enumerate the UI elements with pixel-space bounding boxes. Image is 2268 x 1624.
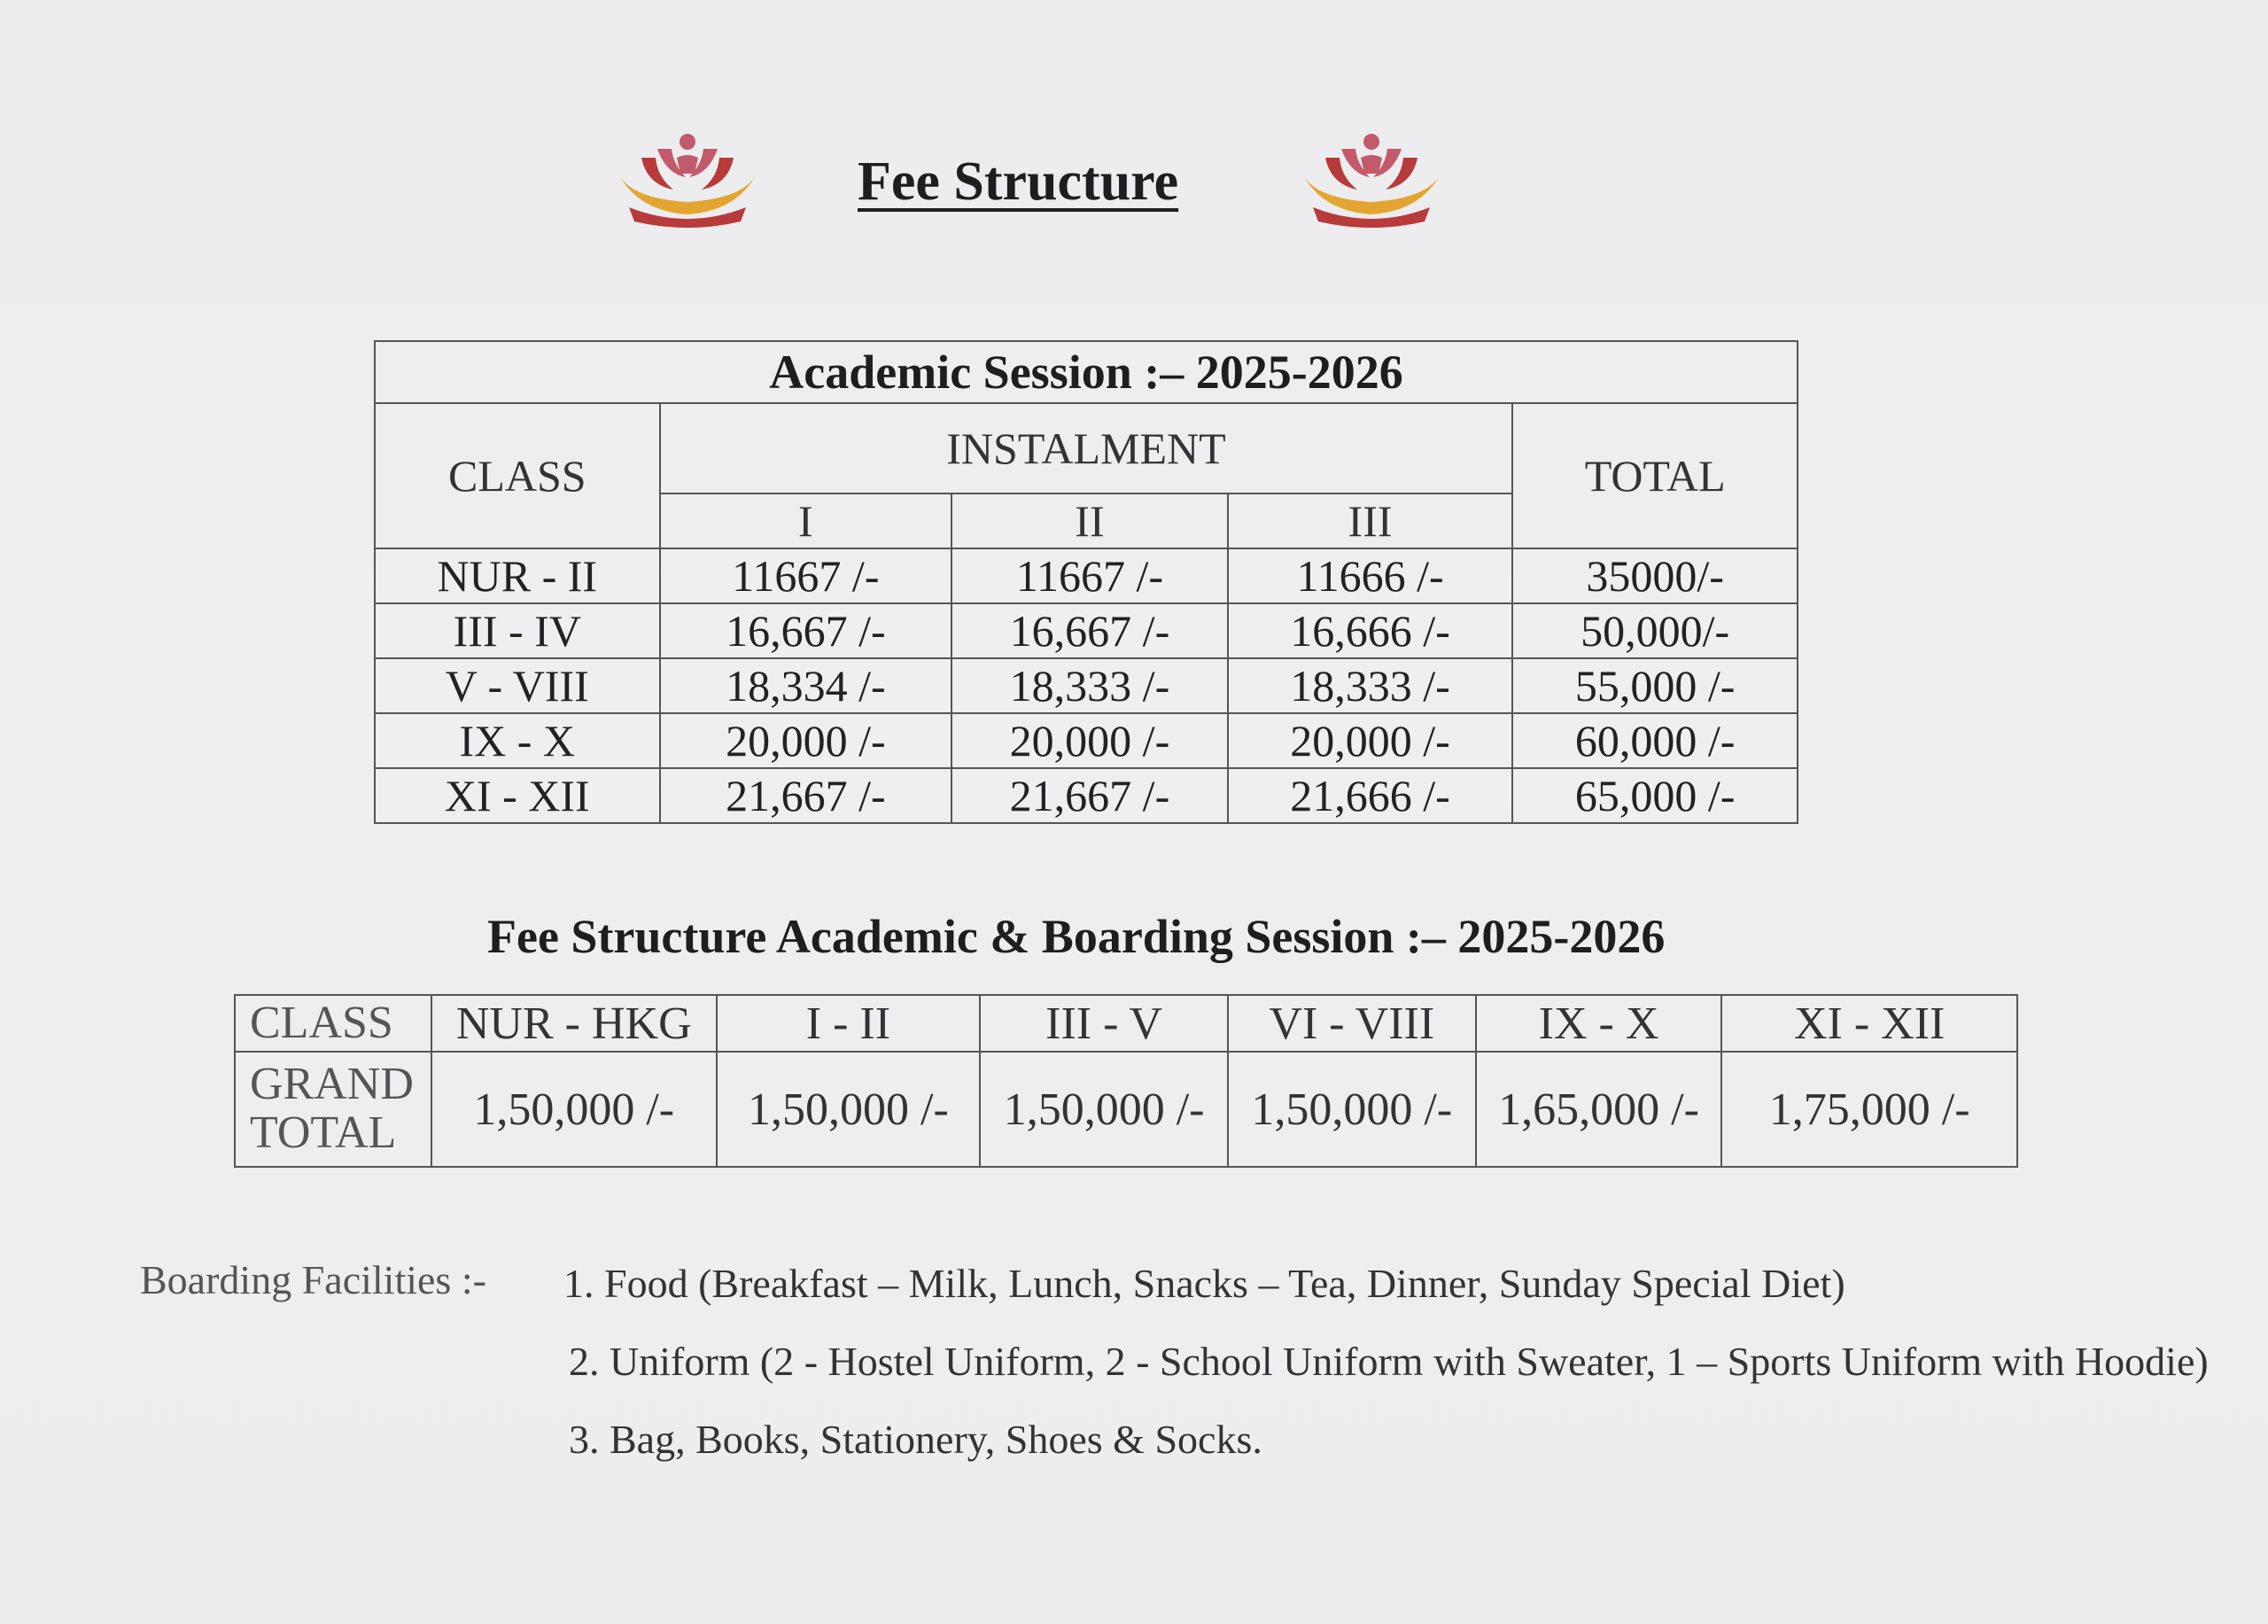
- instalment-3-cell: 18,333 /-: [1228, 658, 1513, 713]
- facility-item: 1. Food (Breakfast – Milk, Lunch, Snacks – Tea, Dinner, Sunday Special Diet): [563, 1261, 1845, 1306]
- grand-total-label: [235, 1052, 431, 1167]
- table-row: [375, 768, 1798, 823]
- class-cell: III - IV: [375, 603, 660, 658]
- academic-session-title: Academic Session :– 2025-2026: [375, 341, 1798, 403]
- instalment-2-cell: 20,000 /-: [951, 713, 1228, 768]
- grand-total-cell: 1,50,000 /-: [717, 1052, 981, 1167]
- class-header-cell: NUR - HKG: [431, 995, 717, 1052]
- total-cell: 35000/-: [1512, 548, 1798, 603]
- table-row: [375, 548, 1798, 603]
- class-header-cell: VI - VIII: [1228, 995, 1476, 1052]
- facilities-label: Boarding Facilities :-: [140, 1257, 486, 1302]
- class-label: CLASS: [235, 995, 431, 1052]
- grand-total-cell: 1,50,000 /-: [431, 1052, 717, 1167]
- table-row: [235, 1052, 2017, 1167]
- header-total: TOTAL: [1512, 403, 1798, 548]
- instalment-2-cell: 11667 /-: [951, 548, 1228, 603]
- instalment-2-cell: 21,667 /-: [951, 768, 1228, 823]
- header-class: CLASS: [375, 403, 660, 548]
- class-header-cell: IX - X: [1476, 995, 1722, 1052]
- header-instalment-1: I: [660, 493, 952, 548]
- instalment-2-cell: 16,667 /-: [951, 603, 1228, 658]
- grand-total-cell: 1,50,000 /-: [1228, 1052, 1476, 1167]
- instalment-1-cell: 20,000 /-: [660, 713, 952, 768]
- boarding-session-title: Fee Structure Academic & Boarding Session :– 2025-2026: [487, 910, 1666, 963]
- header-instalment-3: III: [1228, 493, 1513, 548]
- class-header-cell: XI - XII: [1721, 995, 2017, 1052]
- boarding-fee-table: [234, 994, 2018, 1168]
- instalment-1-cell: 16,667 /-: [660, 603, 952, 658]
- school-logo-left: [611, 122, 764, 229]
- grand-total-cell: 1,50,000 /-: [980, 1052, 1228, 1167]
- total-cell: 60,000 /-: [1512, 713, 1798, 768]
- class-cell: NUR - II: [375, 548, 660, 603]
- table-row: [375, 603, 1798, 658]
- school-logo-right: [1295, 122, 1448, 229]
- instalment-2-cell: 18,333 /-: [951, 658, 1228, 713]
- instalment-3-cell: 21,666 /-: [1228, 768, 1513, 823]
- grand-total-label-line2: TOTAL: [250, 1107, 397, 1158]
- facility-item: 2. Uniform (2 - Hostel Uniform, 2 - School Uniform with Sweater, 1 – Sports Uniform with Hoodie): [569, 1339, 2209, 1384]
- class-cell: XI - XII: [375, 768, 660, 823]
- page-title: Fee Structure: [858, 152, 1179, 212]
- instalment-1-cell: 21,667 /-: [660, 768, 952, 823]
- facility-item: 3. Bag, Books, Stationery, Shoes & Socks.: [569, 1417, 1262, 1462]
- grand-total-label-line1: GRAND: [250, 1059, 414, 1110]
- class-header-cell: III - V: [980, 995, 1228, 1052]
- instalment-1-cell: 18,334 /-: [660, 658, 952, 713]
- class-cell: IX - X: [375, 713, 660, 768]
- class-cell: V - VIII: [375, 658, 660, 713]
- academic-fee-table: [374, 340, 1798, 824]
- instalment-3-cell: 11666 /-: [1228, 548, 1513, 603]
- instalment-1-cell: 11667 /-: [660, 548, 952, 603]
- table-row: [375, 658, 1798, 713]
- total-cell: 65,000 /-: [1512, 768, 1798, 823]
- total-cell: 55,000 /-: [1512, 658, 1798, 713]
- header-instalment: INSTALMENT: [660, 403, 1513, 493]
- table-row: [375, 713, 1798, 768]
- grand-total-cell: 1,65,000 /-: [1476, 1052, 1722, 1167]
- class-header-cell: I - II: [717, 995, 981, 1052]
- total-cell: 50,000/-: [1512, 603, 1798, 658]
- header-instalment-2: II: [951, 493, 1228, 548]
- table-row: [235, 995, 2017, 1052]
- grand-total-cell: 1,75,000 /-: [1721, 1052, 2017, 1167]
- instalment-3-cell: 20,000 /-: [1228, 713, 1513, 768]
- instalment-3-cell: 16,666 /-: [1228, 603, 1513, 658]
